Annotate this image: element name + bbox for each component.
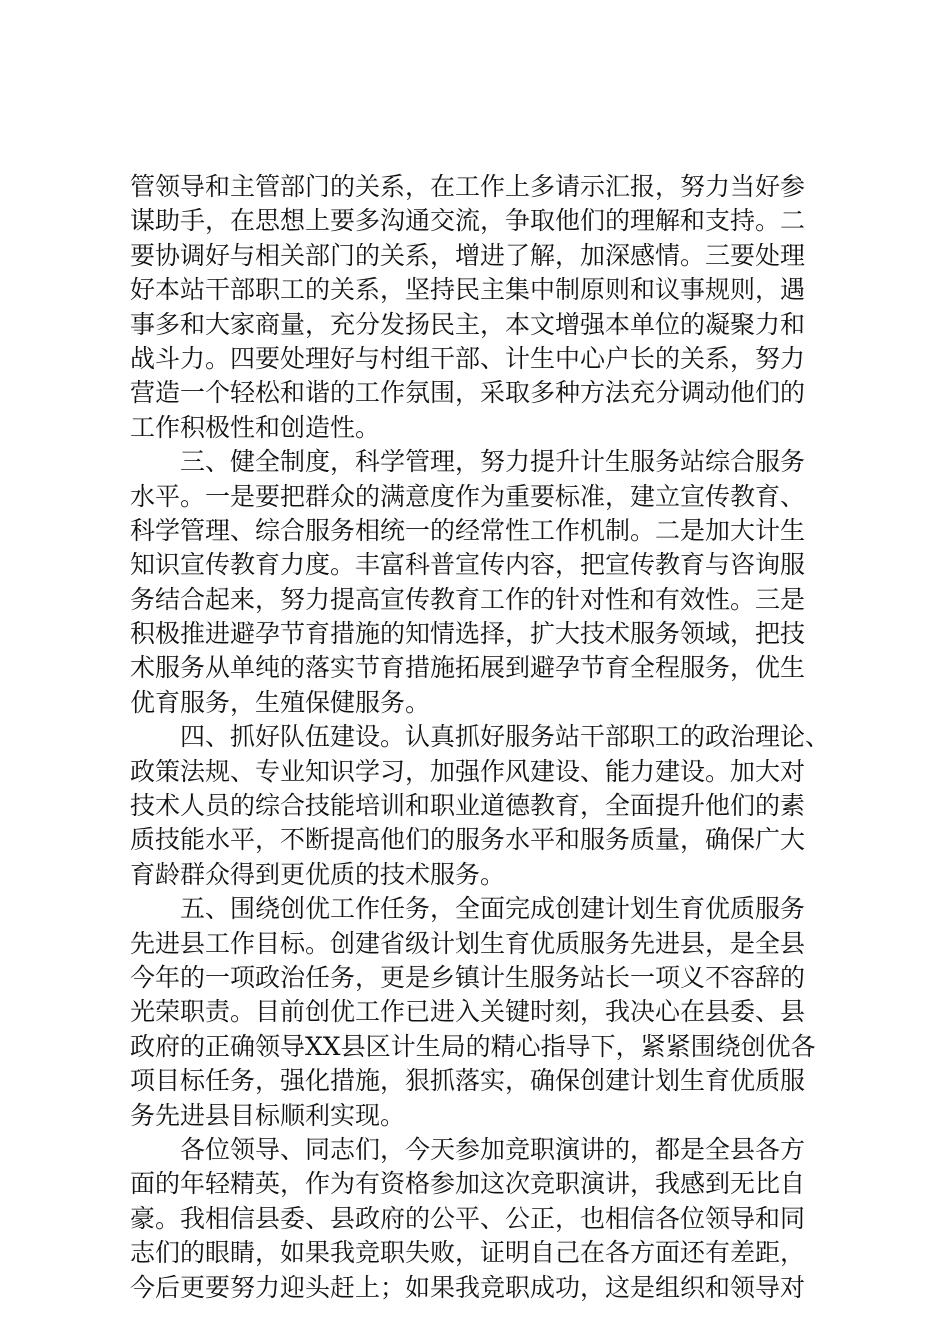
paragraph-section-4 — [130, 720, 830, 892]
paragraph-section-5 — [130, 892, 830, 1133]
text-line: 务先进县目标顺利实现。 — [130, 1100, 406, 1130]
text-line: 豪。我相信县委、县政府的公平、公正，也相信各位领导和同 — [130, 1203, 806, 1233]
text-line: 光荣职责。目前创优工作已进入关键时刻，我决心在县委、县 — [130, 997, 806, 1027]
text-line: 今后更要努力迎头赶上；如果我竞职成功，这是组织和领导对 — [130, 1272, 806, 1302]
text-line: 四、抓好队伍建设。认真抓好服务站干部职工的政治理论、 — [130, 722, 831, 752]
text-line: 质技能水平，不断提高他们的服务水平和服务质量，确保广大 — [130, 825, 806, 855]
text-line: 战斗力。四要处理好与村组干部、计生中心户长的关系，努力 — [130, 343, 806, 373]
text-line: 志们的眼睛，如果我竞职失败，证明自己在各方面还有差距， — [130, 1238, 806, 1268]
paragraph-continuation — [130, 170, 830, 445]
text-line: 五、围绕创优工作任务，全面完成创建计划生育优质服务 — [130, 894, 806, 924]
text-line: 工作积极性和创造性。 — [130, 412, 381, 442]
text-line: 育龄群众得到更优质的技术服务。 — [130, 859, 506, 889]
text-line: 积极推进避孕节育措施的知情选择，扩大技术服务领域，把技 — [130, 619, 806, 649]
text-line: 知识宣传教育力度。丰富科普宣传内容，把宣传教育与咨询服 — [130, 550, 806, 580]
text-line: 今年的一项政治任务，更是乡镇计生服务站长一项义不容辞的 — [130, 962, 806, 992]
text-line: 先进县工作目标。创建省级计划生育优质服务先进县，是全县 — [130, 928, 806, 958]
text-line: 面的年轻精英，作为有资格参加这次竞职演讲，我感到无比自 — [130, 1169, 806, 1199]
text-line: 管领导和主管部门的关系，在工作上多请示汇报，努力当好参 — [130, 172, 806, 201]
text-line: 术服务从单纯的落实节育措施拓展到避孕节育全程服务，优生 — [130, 653, 806, 683]
text-line: 各位领导、同志们，今天参加竞职演讲的，都是全县各方 — [130, 1134, 806, 1164]
text-line: 政府的正确领导XX县区计生局的精心指导下，紧紧围绕创优各 — [130, 1031, 816, 1061]
text-line: 科学管理、综合服务相统一的经常性工作机制。二是加大计生 — [130, 515, 806, 545]
text-line: 技术人员的综合技能培训和职业道德教育，全面提升他们的素 — [130, 791, 806, 821]
text-line: 营造一个轻松和谐的工作氛围，采取多种方法充分调动他们的 — [130, 378, 806, 408]
text-line: 优育服务，生殖保健服务。 — [130, 687, 431, 717]
text-line: 三、健全制度，科学管理，努力提升计生服务站综合服务 — [130, 447, 806, 477]
text-line: 事多和大家商量，充分发扬民主，本文增强本单位的凝聚力和 — [130, 309, 806, 339]
text-line: 水平。一是要把群众的满意度作为重要标准，建立宣传教育、 — [130, 481, 806, 511]
text-line: 好本站干部职工的关系，坚持民主集中制原则和议事规则，遇 — [130, 275, 806, 305]
paragraph-section-3 — [130, 445, 830, 720]
paragraph-closing — [130, 1133, 830, 1305]
document-body — [130, 170, 830, 1305]
text-line: 务结合起来，努力提高宣传教育工作的针对性和有效性。三是 — [130, 584, 806, 614]
text-line: 政策法规、专业知识学习，加强作风建设、能力建设。加大对 — [130, 756, 806, 786]
text-line: 谋助手，在思想上要多沟通交流，争取他们的理解和支持。二 — [130, 206, 806, 236]
text-line: 要协调好与相关部门的关系，增进了解，加深感情。三要处理 — [130, 240, 806, 270]
text-line: 项目标任务，强化措施，狠抓落实，确保创建计划生育优质服 — [130, 1066, 806, 1096]
